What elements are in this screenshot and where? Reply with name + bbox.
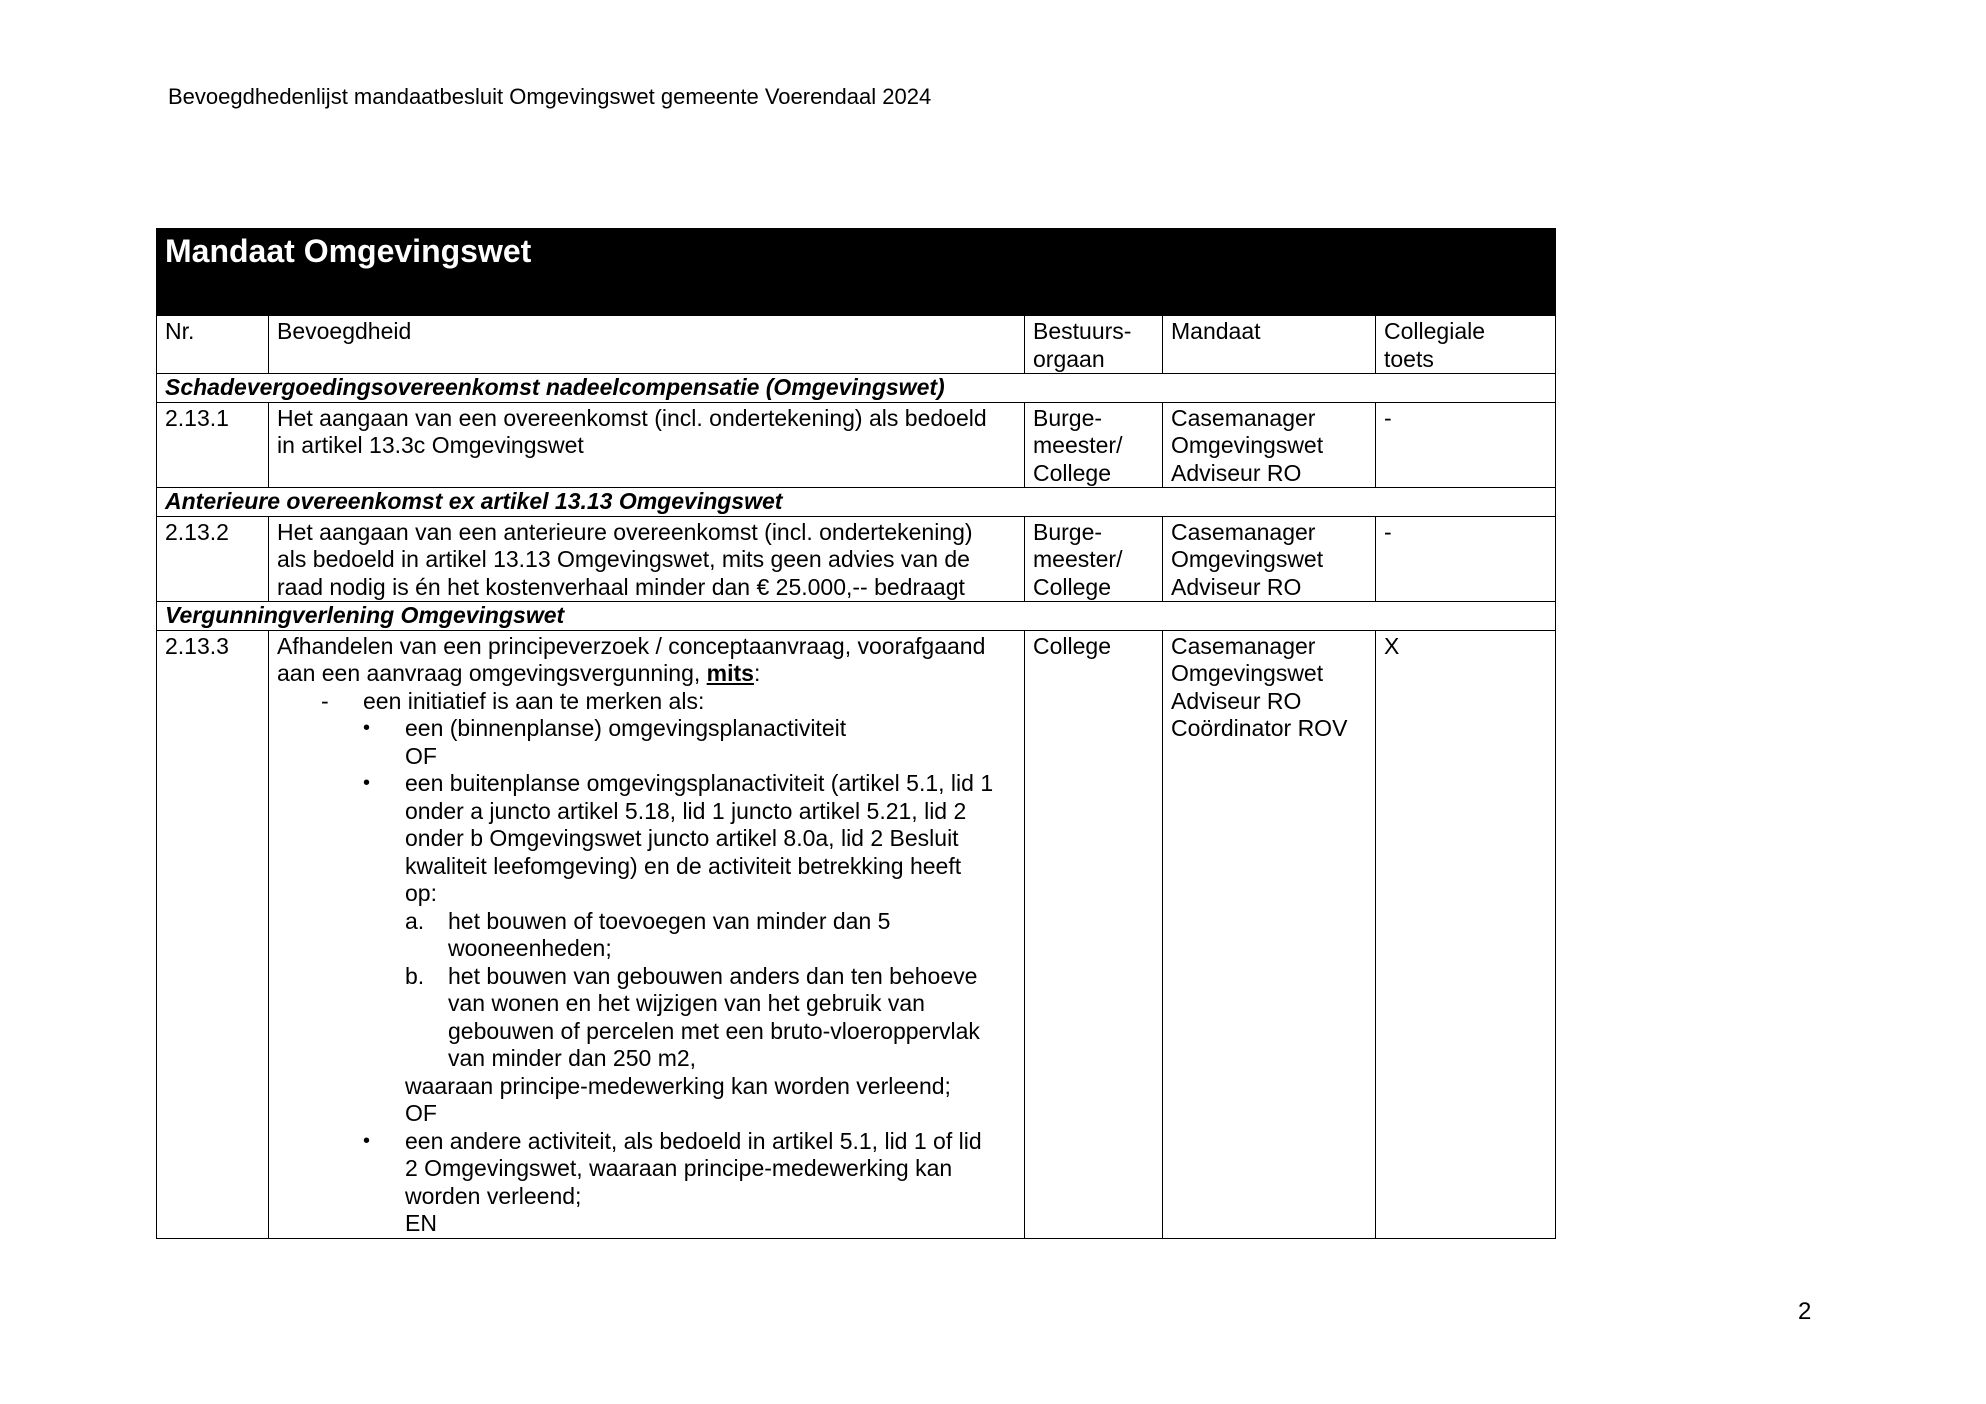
bullet-item xyxy=(277,1128,1016,1156)
text-line: Casemanager xyxy=(1171,404,1316,431)
header-nr: Nr. xyxy=(157,316,269,374)
row-mandaat xyxy=(1163,516,1376,602)
alpha-item xyxy=(277,963,1016,991)
table-row xyxy=(157,402,1556,488)
text-line: op: xyxy=(405,880,437,906)
header-toets-line: toets xyxy=(1384,345,1434,372)
text-line: meester/ xyxy=(1033,546,1123,572)
header-orgaan-line: orgaan xyxy=(1033,345,1105,372)
text-line: Burge- xyxy=(1033,404,1103,431)
text-line: Adviseur RO xyxy=(1171,459,1302,486)
text-line: raad nodig is én het kostenverhaal minder dan € 25.000,-- bedraagt xyxy=(277,573,965,600)
text-line: van minder dan 250 m2, xyxy=(448,1045,697,1071)
text-line: Adviseur RO xyxy=(1171,687,1302,714)
table-title-row xyxy=(157,229,1556,316)
text-line: wooneenheden; xyxy=(448,935,612,961)
alpha-marker: a. xyxy=(405,907,425,934)
text-line: Omgevingswet xyxy=(1171,432,1324,458)
intro-text: aan een aanvraag omgevingsvergunning, xyxy=(277,660,707,686)
bullet-icon: • xyxy=(363,717,371,739)
header-collegiale-toets xyxy=(1376,316,1556,374)
intro-colon: : xyxy=(753,660,761,686)
header-mandaat: Mandaat xyxy=(1163,316,1376,374)
row-bevoegdheid xyxy=(269,402,1025,488)
section-title: Schadevergoedingsovereenkomst nadeelcompensatie (Omgevingswet) xyxy=(157,374,1556,403)
bullet-icon: • xyxy=(363,772,371,794)
text-line: Adviseur RO xyxy=(1171,573,1302,600)
text-line: kwaliteit leefomgeving) en de activiteit betrekking heeft xyxy=(405,852,962,879)
text-line: 2 Omgevingswet, waaraan principe-medewerking kan xyxy=(405,1155,953,1181)
section-title: Vergunningverlening Omgevingswet xyxy=(157,602,1556,631)
row-mandaat xyxy=(1163,402,1376,488)
header-toets-line: Collegiale xyxy=(1384,318,1486,344)
row-bestuursorgaan xyxy=(1025,630,1163,1238)
mits-keyword: mits xyxy=(706,660,754,686)
section-row xyxy=(157,602,1556,631)
table-header-row xyxy=(157,316,1556,374)
alpha-marker: b. xyxy=(405,962,425,989)
text-line: onder b Omgevingswet juncto artikel 8.0a, lid 2 Besluit xyxy=(405,825,959,851)
text-line: onder a juncto artikel 5.18, lid 1 juncto artikel 5.21, lid 2 xyxy=(405,797,967,824)
section-row xyxy=(157,488,1556,517)
row-collegiale-toets: X xyxy=(1376,630,1556,1238)
table-title: Mandaat Omgevingswet xyxy=(157,229,1556,316)
text-line: Afhandelen van een principeverzoek / conceptaanvraag, voorafgaand xyxy=(277,632,986,659)
page-number: 2 xyxy=(1798,1298,1812,1325)
text-line: in artikel 13.3c Omgevingswet xyxy=(277,432,584,458)
alpha-text: het bouwen of toevoegen van minder dan 5 xyxy=(448,907,891,934)
text-line: Coördinator ROV xyxy=(1171,715,1348,741)
row-bevoegdheid xyxy=(269,516,1025,602)
bullet-text: een andere activiteit, als bedoeld in artikel 5.1, lid 1 of lid xyxy=(405,1127,982,1154)
text-line: Het aangaan van een overeenkomst (incl. ondertekening) als bedoeld xyxy=(277,404,987,431)
text-line: van wonen en het wijzigen van het gebruik van xyxy=(448,990,925,1016)
mandate-table xyxy=(156,228,1556,1239)
text-line: Omgevingswet xyxy=(1171,660,1324,686)
section-title: Anterieure overeenkomst ex artikel 13.13 Omgevingswet xyxy=(157,488,1556,517)
text-line: Casemanager xyxy=(1171,632,1316,659)
row-bestuursorgaan xyxy=(1025,402,1163,488)
bullet-text: een (binnenplanse) omgevingsplanactiviteit xyxy=(405,715,847,741)
section-row xyxy=(157,374,1556,403)
text-line: Casemanager xyxy=(1171,518,1316,545)
bullet-text: een buitenplanse omgevingsplanactiviteit (artikel 5.1, lid 1 xyxy=(405,770,994,796)
dash-item xyxy=(277,688,1016,716)
table-row xyxy=(157,630,1556,1238)
row-bevoegdheid xyxy=(269,630,1025,1238)
text-line xyxy=(277,660,1016,688)
text-line: College xyxy=(1033,632,1111,659)
text-line: gebouwen of percelen met een bruto-vloeroppervlak xyxy=(448,1017,980,1044)
text-line: als bedoeld in artikel 13.13 Omgevingswet, mits geen advies van de xyxy=(277,546,970,572)
row-collegiale-toets: - xyxy=(1376,402,1556,488)
bullet-icon: • xyxy=(363,1129,371,1152)
text-line: worden verleend; xyxy=(405,1182,582,1209)
or-label: OF xyxy=(405,1100,437,1126)
text-line: meester/ xyxy=(1033,432,1123,458)
header-bestuursorgaan xyxy=(1025,316,1163,374)
bullet-item xyxy=(277,715,1016,743)
row-nr: 2.13.1 xyxy=(157,402,269,488)
text-line: College xyxy=(1033,573,1111,600)
or-label: OF xyxy=(405,742,437,769)
and-label: EN xyxy=(405,1210,437,1236)
row-bestuursorgaan xyxy=(1025,516,1163,602)
alpha-text: het bouwen van gebouwen anders dan ten behoeve xyxy=(448,962,978,989)
row-nr: 2.13.3 xyxy=(157,630,269,1238)
bullet-item xyxy=(277,770,1016,798)
dash-text: een initiatief is aan te merken als: xyxy=(363,687,705,714)
text-line: waaraan principe-medewerking kan worden verleend; xyxy=(405,1072,951,1099)
text-line: Burge- xyxy=(1033,518,1103,545)
alpha-item xyxy=(277,908,1016,936)
row-nr: 2.13.2 xyxy=(157,516,269,602)
dash-marker: - xyxy=(321,687,329,714)
row-mandaat xyxy=(1163,630,1376,1238)
table-row xyxy=(157,516,1556,602)
row-collegiale-toets: - xyxy=(1376,516,1556,602)
text-line: Omgevingswet xyxy=(1171,546,1324,572)
text-line: Het aangaan van een anterieure overeenkomst (incl. ondertekening) xyxy=(277,518,973,545)
header-orgaan-line: Bestuurs- xyxy=(1033,318,1132,344)
text-line: College xyxy=(1033,459,1111,486)
header-bevoegdheid: Bevoegdheid xyxy=(269,316,1025,374)
document-header: Bevoegdhedenlijst mandaatbesluit Omgevingswet gemeente Voerendaal 2024 xyxy=(168,84,932,109)
